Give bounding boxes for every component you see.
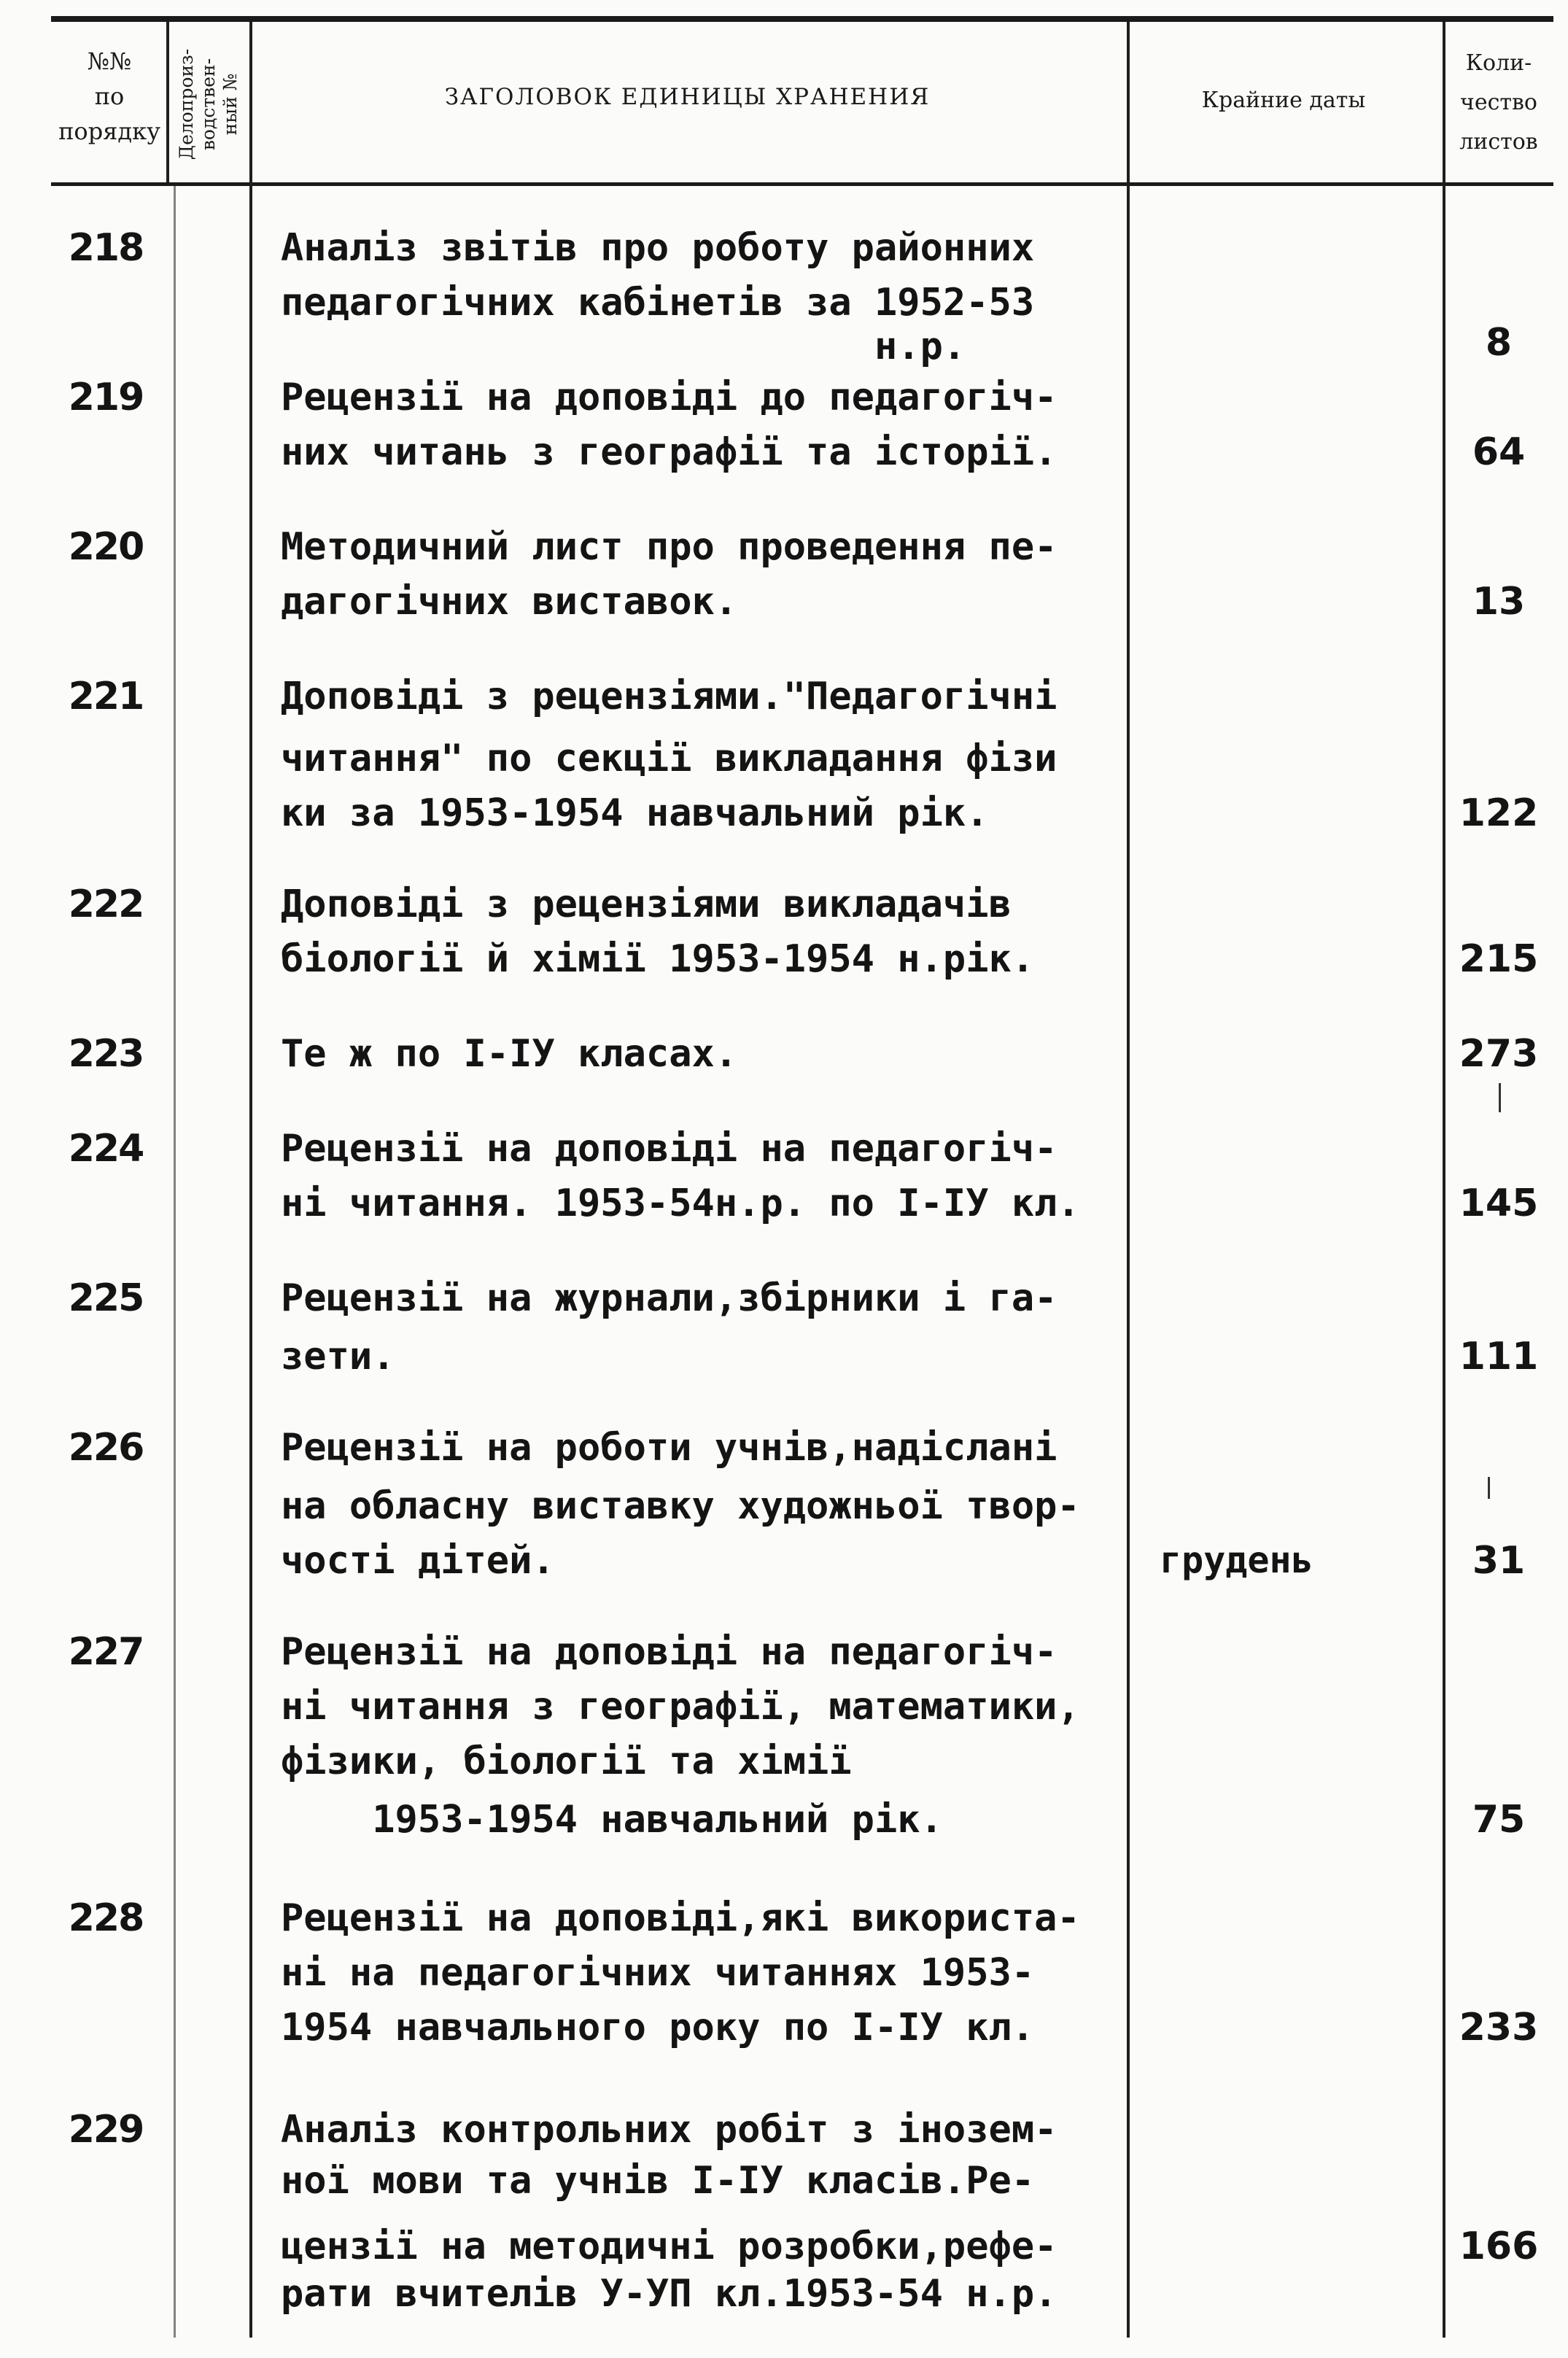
row-title-line: Аналіз звітів про роботу районних (281, 226, 1035, 270)
row-title-line: Рецензії на доповіді на педагогіч- (281, 1127, 1057, 1171)
header-num-line: порядку (58, 117, 160, 145)
column-divider-dates (1443, 22, 1445, 2338)
sheet-count: 64 (1472, 430, 1526, 474)
header-row-number (51, 44, 168, 149)
header-unit-title: ЗАГОЛОВОК ЕДИНИЦЫ ХРАНЕНИЯ (444, 84, 931, 110)
sheet-count: 8 (1485, 321, 1513, 365)
row-title-line: біології й хімії 1953-1954 н.рік. (281, 937, 1035, 981)
header-count-line: листов (1459, 129, 1538, 155)
row-number: 222 (68, 883, 144, 926)
header-count-line: чество (1460, 90, 1537, 115)
row-title-line: фізики, біології та хімії (281, 1740, 852, 1783)
row-title-line: них читань з географії та історії. (281, 430, 1057, 474)
sheet-count: 122 (1459, 791, 1539, 835)
row-title-line: чості дітей. (281, 1539, 555, 1583)
sheet-count: 13 (1472, 580, 1526, 624)
row-title-line: дагогічних виставок. (281, 580, 738, 624)
sheet-count: 166 (1459, 2225, 1539, 2268)
sheet-count: 145 (1459, 1182, 1539, 1225)
header-delo-line: водствен- (198, 58, 219, 150)
row-title-line: читання" по секції викладання фізи (281, 737, 1057, 780)
row-title-line: Доповіді з рецензіями викладачів (281, 883, 1012, 926)
row-title-line: Рецензії на доповіді,які використа- (281, 1896, 1080, 1940)
header-bottom-rule (51, 182, 1553, 186)
row-title-line: Те ж по І-ІУ класах. (281, 1032, 738, 1076)
row-number: 221 (68, 675, 144, 718)
column-divider-title (1127, 22, 1130, 2338)
column-divider-delo (249, 22, 252, 2338)
row-number: 219 (68, 376, 144, 419)
row-number: 228 (68, 1896, 144, 1940)
row-title-line: Аналіз контрольних робіт з інозем- (281, 2108, 1057, 2152)
sheet-count: 215 (1459, 937, 1539, 981)
row-title-line: ки за 1953-1954 навчальний рік. (281, 791, 989, 835)
header-delo-line: ный № (220, 73, 241, 135)
row-number: 224 (68, 1127, 144, 1171)
header-count-line: Коли- (1465, 50, 1532, 76)
row-title-line: 1954 навчального року по І-ІУ кл. (281, 2006, 1035, 2049)
row-title-line: Рецензії на доповіді до педагогіч- (281, 376, 1057, 419)
row-title-line: Методичний лист про проведення пе- (281, 525, 1057, 569)
row-number: 226 (68, 1426, 144, 1470)
row-title-line: на обласну виставку художньої твор- (281, 1484, 1080, 1528)
header-office-number (168, 29, 249, 179)
row-title-line: ні читання. 1953-54н.р. по І-ІУ кл. (281, 1182, 1080, 1225)
row-title-line: рати вчителів У-УП кл.1953-54 н.р. (281, 2272, 1057, 2316)
row-number: 225 (68, 1276, 144, 1320)
row-title-line: Рецензії на доповіді на педагогіч- (281, 1630, 1057, 1674)
header-extreme-dates: Крайние даты (1201, 88, 1366, 113)
row-separator-tick (1499, 1083, 1501, 1112)
row-title-line: ної мови та учнів І-ІУ класів.Ре- (281, 2159, 1035, 2203)
header-num-line: №№ (87, 47, 132, 75)
header-num-line: по (94, 82, 125, 110)
row-number: 229 (68, 2108, 144, 2152)
row-separator-tick (1488, 1477, 1490, 1499)
row-number: 220 (68, 525, 144, 569)
header-top-rule (51, 16, 1553, 22)
row-title-line: педагогічних кабінетів за 1952-53 (281, 281, 1035, 325)
row-title-line: ні читання з географії, математики, (281, 1685, 1080, 1729)
sheet-count: 233 (1459, 2006, 1539, 2049)
row-title-line: Рецензії на журнали,збірники і га- (281, 1276, 1057, 1320)
extreme-dates: грудень (1160, 1539, 1313, 1581)
column-divider-num-body (174, 186, 176, 2338)
header-sheet-count (1444, 44, 1553, 162)
row-title-line: Рецензії на роботи учнів,надіслані (281, 1426, 1057, 1470)
row-title-line: ні на педагогічних читаннях 1953- (281, 1951, 1035, 1995)
sheet-count: 75 (1472, 1798, 1526, 1842)
row-title-line: 1953-1954 навчальний рік. (281, 1798, 943, 1842)
row-number: 218 (68, 226, 144, 270)
header-delo-line: Делопроиз- (176, 48, 197, 160)
row-title-line: н.р. (281, 325, 966, 368)
sheet-count: 273 (1459, 1032, 1539, 1076)
sheet-count: 31 (1472, 1539, 1526, 1583)
row-title-line: Доповіді з рецензіями."Педагогічні (281, 675, 1057, 718)
row-number: 227 (68, 1630, 144, 1674)
row-title-line: цензії на методичні розробки,рефе- (281, 2225, 1057, 2268)
sheet-count: 111 (1459, 1335, 1539, 1378)
row-number: 223 (68, 1032, 144, 1076)
row-title-line: зети. (281, 1335, 395, 1378)
